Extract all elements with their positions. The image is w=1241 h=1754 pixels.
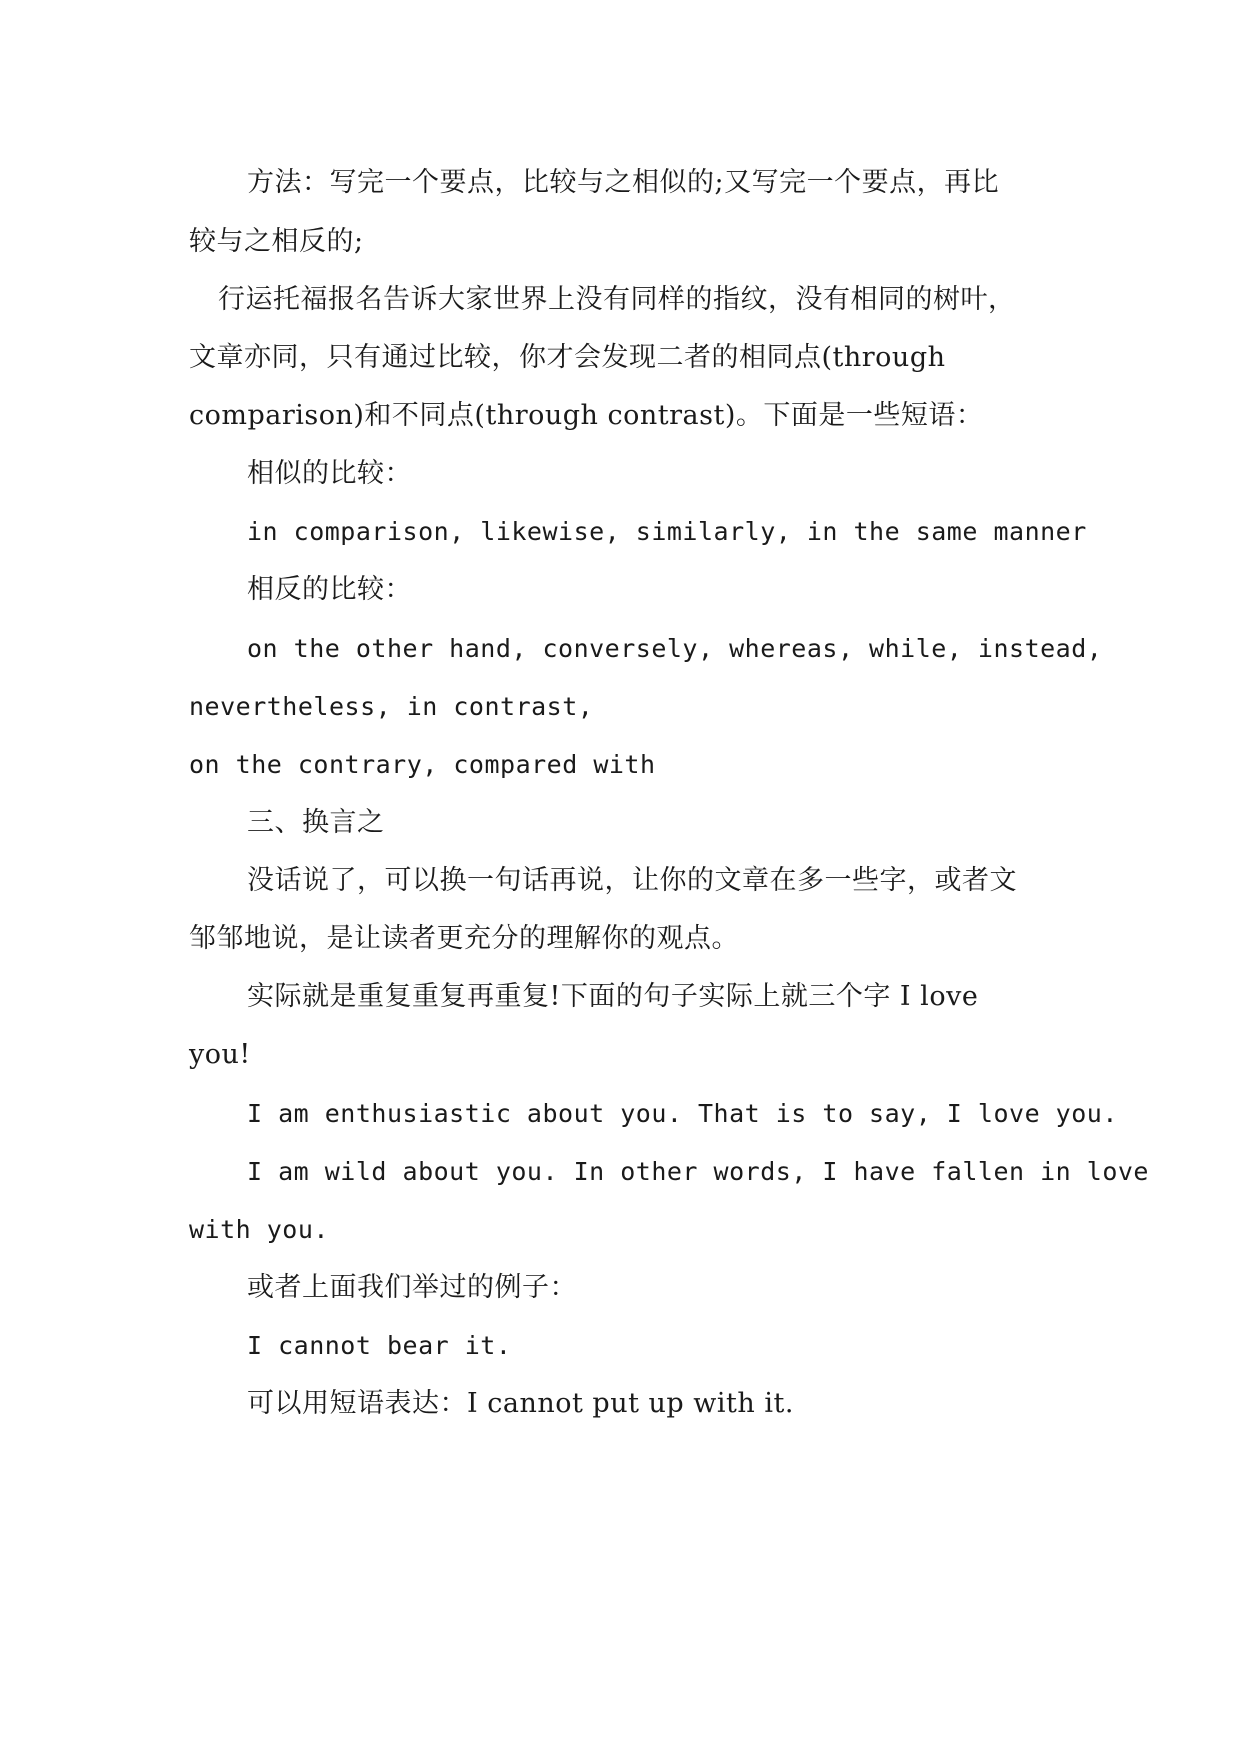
phrase-list-line: on the contrary, compared with xyxy=(189,750,656,779)
paragraph-line: 实际就是重复重复再重复!下面的句子实际上就三个字 I love xyxy=(247,981,979,1012)
paragraph-line: comparison)和不同点(through contrast)。下面是一些短语： xyxy=(189,400,984,431)
paragraph-line: 或者上面我们举过的例子： xyxy=(247,1272,577,1303)
paragraph-line: 邹邹地说，是让读者更充分的理解你的观点。 xyxy=(189,923,739,954)
paragraph-line: 可以用短语表达：I cannot put up with it. xyxy=(247,1388,794,1419)
section-heading: 三、换言之 xyxy=(247,807,385,838)
example-sentence: I am enthusiastic about you. That is to say, I love you. xyxy=(247,1099,1118,1128)
phrase-list-line: in comparison, likewise, similarly, in the same manner xyxy=(247,517,1087,546)
example-sentence: with you. xyxy=(189,1215,329,1244)
example-sentence: I am wild about you. In other words, I have fallen in love xyxy=(247,1157,1149,1186)
paragraph-line: you! xyxy=(189,1039,251,1070)
phrase-list-line: nevertheless, in contrast, xyxy=(189,692,594,721)
paragraph-line: 行运托福报名告诉大家世界上没有同样的指纹，没有相同的树叶， xyxy=(218,284,1016,315)
paragraph-line: 相似的比较： xyxy=(247,458,412,489)
paragraph-line: 较与之相反的; xyxy=(189,226,364,257)
paragraph-line: 方法：写完一个要点，比较与之相似的;又写完一个要点，再比 xyxy=(247,167,1000,198)
paragraph-line: 没话说了，可以换一句话再说，让你的文章在多一些字，或者文 xyxy=(247,865,1017,896)
paragraph-line: 相反的比较： xyxy=(247,574,412,605)
phrase-list-line: on the other hand, conversely, whereas, while, instead, xyxy=(247,634,1103,663)
example-sentence: I cannot bear it. xyxy=(247,1331,512,1360)
paragraph-line: 文章亦同，只有通过比较，你才会发现二者的相同点(through xyxy=(189,342,946,373)
